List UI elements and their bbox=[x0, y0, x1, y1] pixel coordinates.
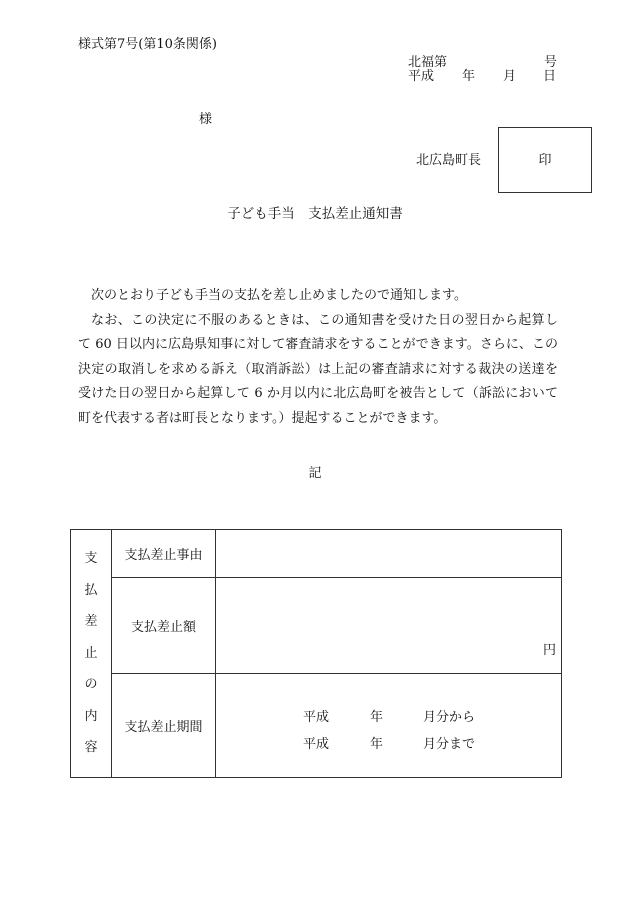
date-day: 日 bbox=[543, 69, 557, 84]
vertical-char: 払 bbox=[84, 582, 98, 598]
reason-label: 支払差止事由 bbox=[112, 530, 216, 578]
period-field[interactable] bbox=[216, 674, 562, 778]
period-from-era: 平成 bbox=[303, 710, 330, 725]
body-text bbox=[78, 284, 558, 431]
seal-box bbox=[498, 127, 592, 193]
period-label: 支払差止期間 bbox=[112, 674, 216, 778]
table-row-amount bbox=[71, 578, 562, 674]
document-title: 子ども手当 支払差止通知書 bbox=[227, 206, 403, 222]
table-row-period bbox=[71, 674, 562, 778]
vertical-char: 容 bbox=[84, 740, 98, 756]
period-to-month: 月分まで bbox=[423, 737, 476, 752]
sender-name: 北広島町長 bbox=[416, 153, 482, 168]
amount-unit: 円 bbox=[542, 643, 556, 658]
body-paragraph-1: 次のとおり子ども手当の支払を差し止めましたので通知します。 bbox=[91, 288, 467, 303]
vertical-char: 支 bbox=[84, 551, 98, 567]
date-era: 平成 bbox=[408, 69, 435, 84]
period-from-month: 月分から bbox=[423, 710, 476, 725]
vertical-char: 差 bbox=[84, 614, 98, 630]
addressee-suffix: 様 bbox=[199, 112, 213, 127]
document-number-label: 北福第 bbox=[408, 55, 448, 70]
table-row-reason bbox=[71, 530, 562, 578]
period-to-year: 年 bbox=[370, 737, 384, 752]
vertical-label-cell bbox=[71, 530, 112, 778]
period-to-era: 平成 bbox=[303, 737, 330, 752]
body-paragraph-2: なお、この決定に不服のあるときは、この通知書を受けた日の翌日から起算して 60 日以内に広島県知事に対して審査請求をすることができます。さらに、この決定の取消しを求める訴え（取消訴訟）は上記の審査請求に対する裁決の送達を受けた日の翌日から起算して 6 か月以内に北広島町を被告として（訴訟において町を代表する者は町長となります。）提起することができます。 bbox=[78, 312, 558, 426]
amount-field[interactable] bbox=[216, 578, 562, 674]
seal-label: 印 bbox=[538, 152, 552, 168]
vertical-char: 止 bbox=[84, 645, 98, 661]
detail-table bbox=[70, 529, 562, 778]
vertical-char: 内 bbox=[84, 708, 98, 724]
amount-label: 支払差止額 bbox=[112, 578, 216, 674]
period-from-year: 年 bbox=[370, 710, 384, 725]
form-number: 様式第7号(第10条関係) bbox=[78, 37, 217, 52]
vertical-char: の bbox=[84, 677, 98, 693]
document-number-suffix: 号 bbox=[544, 55, 558, 70]
date-month: 月 bbox=[503, 69, 517, 84]
date-year: 年 bbox=[462, 69, 476, 84]
ki-label: 記 bbox=[308, 466, 322, 481]
reason-field[interactable] bbox=[216, 530, 562, 578]
